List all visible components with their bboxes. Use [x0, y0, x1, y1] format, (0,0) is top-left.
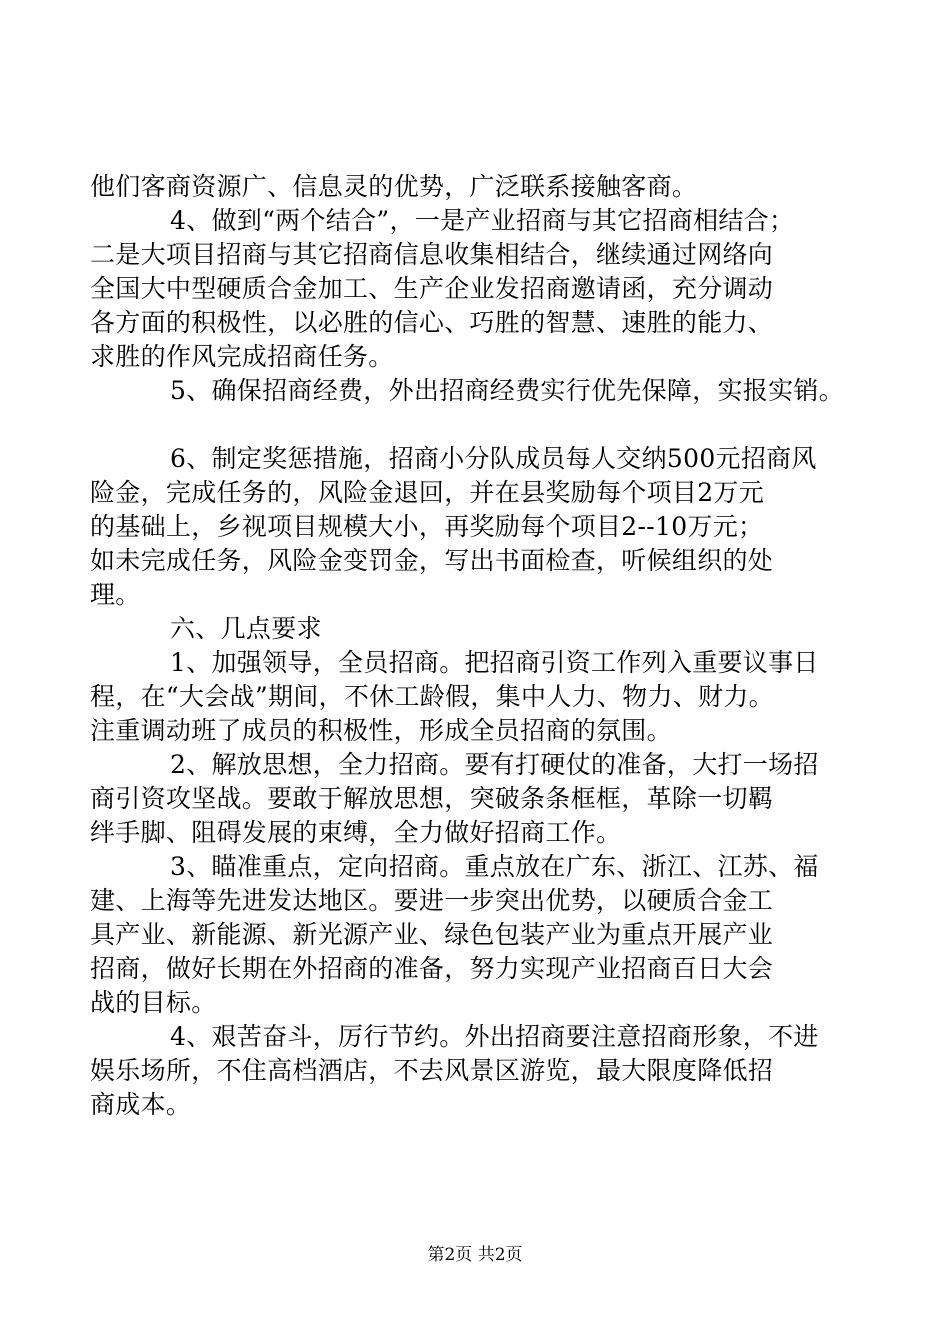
paragraph-gap	[90, 408, 860, 442]
text-line: 战的目标。	[90, 988, 217, 1017]
text-line: 绊手脚、阻碍发展的束缚，全力做好招商工作。	[90, 818, 622, 847]
text-line: 程，在“大会战”期间，不休工龄假，集中人力、物力、财力。	[90, 682, 774, 711]
text-line: 商引资攻坚战。要敢于解放思想，突破条条框框，革除一切羁	[90, 784, 774, 813]
text-line: 险金，完成任务的，风险金退回，并在县奖励每个项目2万元	[90, 478, 765, 507]
text-line: 3、瞄准重点，定向招商。重点放在广东、浙江、江苏、福	[170, 852, 819, 881]
document-body	[90, 170, 860, 1122]
text-line: 娱乐场所，不住高档酒店，不去风景区游览，最大限度降低招	[90, 1056, 774, 1085]
text-line: 全国大中型硬质合金加工、生产企业发招商邀请函，充分调动	[90, 274, 774, 303]
page-footer: 第2页 共2页	[427, 1245, 523, 1265]
text-line: 具产业、新能源、新光源产业、绿色包装产业为重点开展产业	[90, 920, 774, 949]
text-line: 注重调动班了成员的积极性，形成全员招商的氛围。	[90, 716, 672, 745]
text-line: 4、艰苦奋斗，厉行节约。外出招商要注意招商形象，不进	[170, 1022, 819, 1051]
text-line: 如未完成任务，风险金变罚金，写出书面检查，听候组织的处	[90, 546, 774, 575]
text-line: 求胜的作风完成招商任务。	[90, 342, 394, 371]
text-line: 1、加强领导，全员招商。把招商引资工作列入重要议事日	[170, 648, 819, 677]
text-line: 商成本。	[90, 1090, 192, 1119]
text-line: 他们客商资源广、信息灵的优势，广泛联系接触客商。	[90, 172, 698, 201]
text-line: 5、确保招商经费，外出招商经费实行优先保障，实报实销。	[170, 376, 845, 405]
text-line: 的基础上，乡视项目规模大小，再奖励每个项目2--10万元；	[90, 512, 764, 541]
text-line: 6、制定奖惩措施，招商小分队成员每人交纳500元招商风	[170, 444, 817, 473]
text-line: 各方面的积极性，以必胜的信心、巧胜的智慧、速胜的能力、	[90, 308, 774, 337]
text-line: 4、做到“两个结合”，一是产业招商与其它招商相结合；	[170, 206, 795, 235]
section-heading: 六、几点要求	[170, 614, 322, 643]
text-line: 建、上海等先进发达地区。要进一步突出优势，以硬质合金工	[90, 886, 774, 915]
text-line: 2、解放思想，全力招商。要有打硬仗的准备，大打一场招	[170, 750, 819, 779]
text-line: 招商，做好长期在外招商的准备，努力实现产业招商百日大会	[90, 954, 774, 983]
text-line: 理。	[90, 580, 141, 609]
text-line: 二是大项目招商与其它招商信息收集相结合，继续通过网络向	[90, 240, 774, 269]
